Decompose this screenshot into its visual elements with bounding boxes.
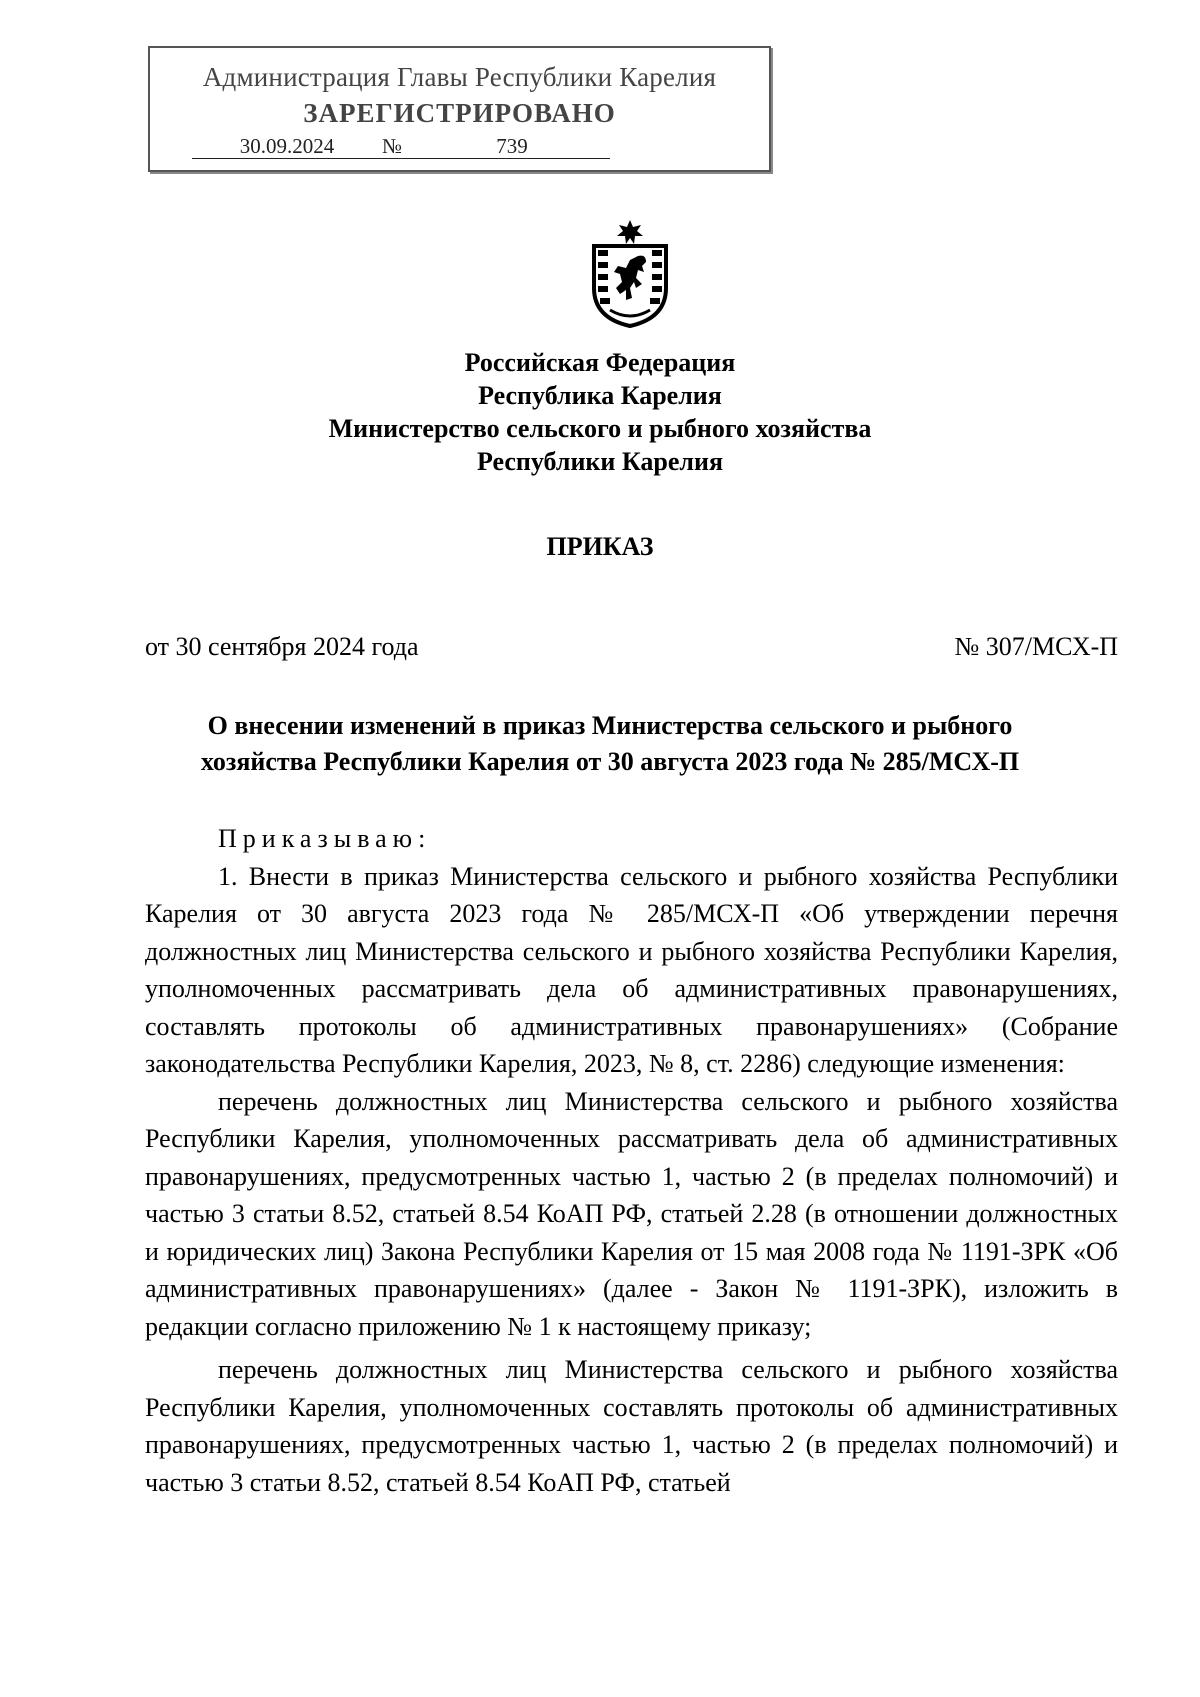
document-title-line1: О внесении изменений в приказ Министерства сельского и рыбного [207,711,1013,740]
document-title [120,708,1100,780]
body-paragraph-1: 1. Внести в приказ Министерства сельского и рыбного хозяйства Республики Карелия от 30 августа 2023 года № 285/МСХ-П «Об утверждении перечня должностных лиц Министерства сельского и рыбного хозяйства Республики Карелия, уполномоченных рассматривать дела об административных правонарушениях, составлять протоколы об административных правонарушениях» (Собрание законодательства Республики Карелия, 2023, № 8, ст. 2286) следующие изменения: [145,861,1118,1078]
stamp-authority: Администрация Главы Республики Карелия [202,62,717,92]
stamp-number-sign: № [382,134,414,159]
stamp-status: ЗАРЕГИСТРИРОВАНО [303,98,616,128]
header-ministry: Министерство сельского и рыбного хозяйства [328,414,872,443]
header-ministry-republic: Республики Карелия [476,447,724,476]
order-number: № 307/МСХ-П [954,632,1118,661]
stamp-date: 30.09.2024 [192,134,382,159]
issuer-header [0,346,1200,478]
header-republic: Республика Карелия [478,381,722,410]
order-date: от 30 сентября 2024 года [145,632,419,661]
stamp-registration-line [192,134,610,159]
document-body [145,820,1118,1501]
document-title-line2: хозяйства Республики Карелия от 30 августа 2023 года № 285/МСХ-П [200,747,1020,776]
body-paragraph-2: перечень должностных лиц Министерства сельского и рыбного хозяйства Республики Карелия, уполномоченных рассматривать дела об административных правонарушениях, предусмотренных частью 1, частью 2 (в пределах полномочий) и частью 3 статьи 8.52, статьей 8.54 КоАП РФ, статьей 2.28 (в отношении должностных и юридических лиц) Закона Республики Карелия от 15 мая 2008 года № 1191-ЗРК «Об административных правонарушениях» (далее - Закон № 1191-ЗРК), изложить в редакции согласно приложению № 1 к настоящему приказу; [145,1086,1118,1341]
order-word: Приказываю: [218,824,432,853]
document-type-title: ПРИКАЗ [546,532,654,561]
registration-stamp [148,46,771,172]
body-paragraph-3: перечень должностных лиц Министерства сельского и рыбного хозяйства Республики Карелия, уполномоченных составлять протоколы об административных правонарушениях, предусмотренных частью 1, частью 2 (в пределах полномочий) и частью 3 статьи 8.52, статьей 8.54 КоАП РФ, статьей [145,1355,1118,1497]
coat-of-arms-icon [580,218,680,330]
header-country: Российская Федерация [464,348,736,377]
stamp-number: 739 [414,134,610,159]
